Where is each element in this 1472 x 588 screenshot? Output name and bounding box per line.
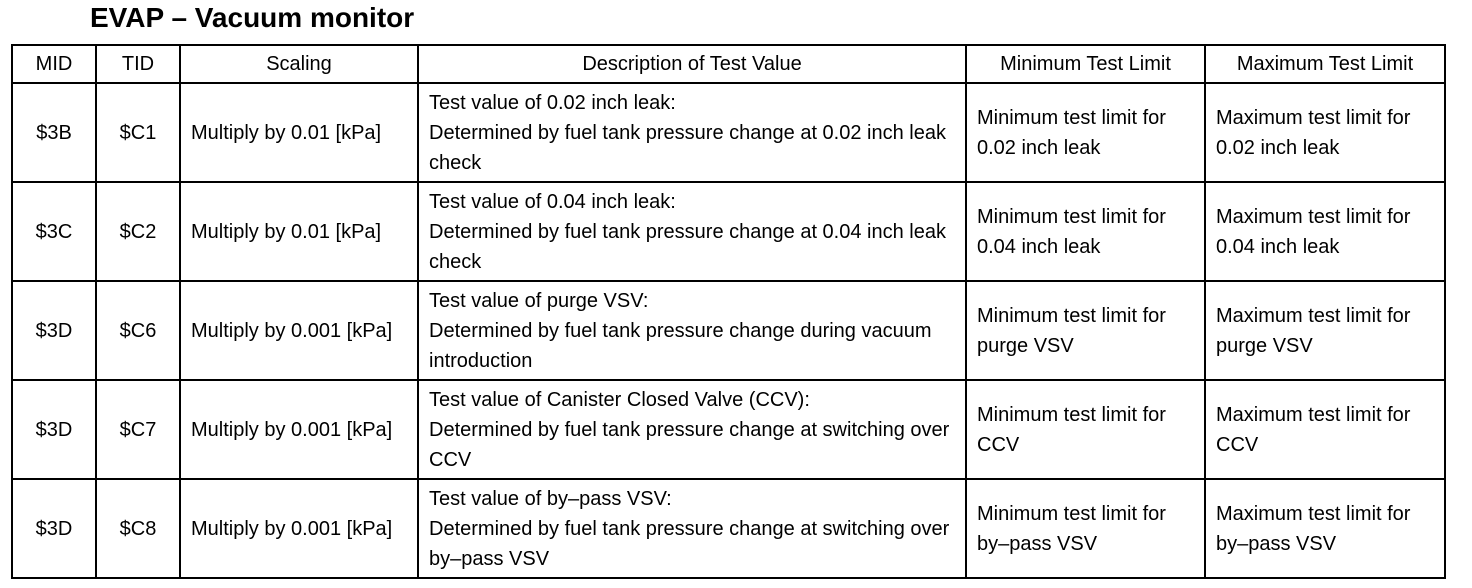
table-row bbox=[12, 281, 1445, 380]
cell-description bbox=[418, 479, 966, 578]
column-header-scaling: Scaling bbox=[180, 45, 418, 83]
cell-description bbox=[418, 380, 966, 479]
column-header-max-limit: Maximum Test Limit bbox=[1205, 45, 1445, 83]
table-row bbox=[12, 83, 1445, 182]
cell-scaling: Multiply by 0.01 [kPa] bbox=[180, 83, 418, 182]
cell-description bbox=[418, 182, 966, 281]
cell-mid: $3D bbox=[12, 479, 96, 578]
table-row bbox=[12, 182, 1445, 281]
cell-min-limit: Minimum test limit for 0.04 inch leak bbox=[966, 182, 1205, 281]
description-body: Determined by fuel tank pressure change at 0.02 inch leak check bbox=[429, 121, 946, 174]
column-header-tid: TID bbox=[96, 45, 180, 83]
cell-max-limit: Maximum test limit for by–pass VSV bbox=[1205, 479, 1445, 578]
cell-min-limit: Minimum test limit for by–pass VSV bbox=[966, 479, 1205, 578]
monitor-table bbox=[11, 44, 1446, 579]
description-body: Determined by fuel tank pressure change at switching over CCV bbox=[429, 418, 950, 471]
column-header-mid: MID bbox=[12, 45, 96, 83]
cell-tid: $C7 bbox=[96, 380, 180, 479]
cell-scaling: Multiply by 0.001 [kPa] bbox=[180, 281, 418, 380]
cell-tid: $C6 bbox=[96, 281, 180, 380]
cell-mid: $3D bbox=[12, 281, 96, 380]
description-body: Determined by fuel tank pressure change at switching over by–pass VSV bbox=[429, 517, 950, 570]
cell-min-limit: Minimum test limit for purge VSV bbox=[966, 281, 1205, 380]
cell-mid: $3B bbox=[12, 83, 96, 182]
cell-min-limit: Minimum test limit for CCV bbox=[966, 380, 1205, 479]
description-title: Test value of 0.02 inch leak: bbox=[429, 91, 676, 114]
table-header-row bbox=[12, 45, 1445, 83]
description-body: Determined by fuel tank pressure change during vacuum introduction bbox=[429, 319, 932, 372]
page-title: EVAP – Vacuum monitor bbox=[90, 2, 415, 33]
table-row bbox=[12, 380, 1445, 479]
table-row bbox=[12, 479, 1445, 578]
column-header-min-limit: Minimum Test Limit bbox=[966, 45, 1205, 83]
cell-scaling: Multiply by 0.001 [kPa] bbox=[180, 380, 418, 479]
cell-max-limit: Maximum test limit for 0.04 inch leak bbox=[1205, 182, 1445, 281]
cell-min-limit: Minimum test limit for 0.02 inch leak bbox=[966, 83, 1205, 182]
description-title: Test value of purge VSV: bbox=[429, 289, 649, 312]
cell-mid: $3D bbox=[12, 380, 96, 479]
cell-description bbox=[418, 281, 966, 380]
cell-description bbox=[418, 83, 966, 182]
column-header-description: Description of Test Value bbox=[418, 45, 966, 83]
cell-scaling: Multiply by 0.01 [kPa] bbox=[180, 182, 418, 281]
cell-max-limit: Maximum test limit for purge VSV bbox=[1205, 281, 1445, 380]
description-title: Test value of by–pass VSV: bbox=[429, 487, 672, 510]
cell-scaling: Multiply by 0.001 [kPa] bbox=[180, 479, 418, 578]
description-title: Test value of 0.04 inch leak: bbox=[429, 190, 676, 213]
cell-tid: $C2 bbox=[96, 182, 180, 281]
description-title: Test value of Canister Closed Valve (CCV): bbox=[429, 388, 810, 411]
cell-tid: $C1 bbox=[96, 83, 180, 182]
cell-tid: $C8 bbox=[96, 479, 180, 578]
description-body: Determined by fuel tank pressure change at 0.04 inch leak check bbox=[429, 220, 946, 273]
cell-mid: $3C bbox=[12, 182, 96, 281]
cell-max-limit: Maximum test limit for 0.02 inch leak bbox=[1205, 83, 1445, 182]
cell-max-limit: Maximum test limit for CCV bbox=[1205, 380, 1445, 479]
